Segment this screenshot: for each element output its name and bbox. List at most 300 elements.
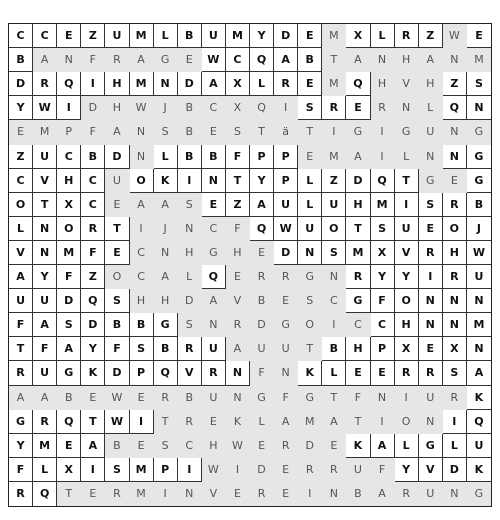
grid-cell[interactable]: L: [250, 72, 274, 96]
grid-cell[interactable]: H: [226, 241, 250, 265]
grid-cell[interactable]: Z: [322, 169, 346, 193]
grid-cell[interactable]: R: [202, 361, 226, 385]
grid-cell[interactable]: H: [57, 169, 81, 193]
grid-cell[interactable]: I: [274, 96, 298, 120]
grid-cell[interactable]: M: [298, 410, 322, 434]
grid-cell[interactable]: R: [298, 458, 322, 482]
grid-cell[interactable]: G: [467, 482, 491, 506]
grid-cell[interactable]: S: [105, 289, 129, 313]
grid-cell[interactable]: I: [81, 72, 105, 96]
grid-cell[interactable]: B: [467, 193, 491, 217]
grid-cell[interactable]: A: [57, 337, 81, 361]
grid-cell[interactable]: D: [298, 434, 322, 458]
grid-cell[interactable]: M: [322, 24, 346, 48]
grid-cell[interactable]: E: [250, 434, 274, 458]
grid-cell[interactable]: B: [250, 289, 274, 313]
grid-cell[interactable]: F: [371, 289, 395, 313]
grid-cell[interactable]: E: [202, 193, 226, 217]
grid-cell[interactable]: Y: [81, 337, 105, 361]
grid-cell[interactable]: G: [9, 410, 33, 434]
grid-cell[interactable]: P: [130, 361, 154, 385]
grid-cell[interactable]: E: [298, 72, 322, 96]
grid-cell[interactable]: U: [298, 217, 322, 241]
grid-cell[interactable]: R: [346, 265, 370, 289]
grid-cell[interactable]: R: [443, 193, 467, 217]
grid-cell[interactable]: N: [371, 386, 395, 410]
grid-cell[interactable]: Q: [250, 48, 274, 72]
grid-cell[interactable]: F: [9, 458, 33, 482]
grid-cell[interactable]: H: [346, 337, 370, 361]
grid-cell[interactable]: U: [395, 217, 419, 241]
grid-cell[interactable]: S: [467, 72, 491, 96]
grid-cell[interactable]: R: [9, 482, 33, 506]
grid-cell[interactable]: M: [322, 72, 346, 96]
grid-cell[interactable]: N: [443, 48, 467, 72]
grid-cell[interactable]: Q: [371, 169, 395, 193]
grid-cell[interactable]: A: [105, 120, 129, 144]
grid-cell[interactable]: Q: [57, 410, 81, 434]
grid-cell[interactable]: F: [81, 48, 105, 72]
grid-cell[interactable]: J: [467, 217, 491, 241]
grid-cell[interactable]: P: [371, 337, 395, 361]
grid-cell[interactable]: T: [81, 410, 105, 434]
grid-cell[interactable]: R: [250, 265, 274, 289]
grid-cell[interactable]: C: [371, 313, 395, 337]
grid-cell[interactable]: S: [443, 361, 467, 385]
grid-cell[interactable]: W: [105, 386, 129, 410]
grid-cell[interactable]: L: [178, 265, 202, 289]
grid-cell[interactable]: Y: [395, 458, 419, 482]
grid-cell[interactable]: F: [33, 337, 57, 361]
grid-cell[interactable]: P: [250, 145, 274, 169]
grid-cell[interactable]: Z: [81, 265, 105, 289]
grid-cell[interactable]: F: [346, 386, 370, 410]
grid-cell[interactable]: D: [57, 289, 81, 313]
grid-cell[interactable]: E: [130, 434, 154, 458]
grid-cell[interactable]: Q: [202, 265, 226, 289]
grid-cell[interactable]: B: [346, 482, 370, 506]
grid-cell[interactable]: S: [322, 241, 346, 265]
grid-cell[interactable]: M: [226, 24, 250, 48]
grid-cell[interactable]: T: [395, 169, 419, 193]
grid-cell[interactable]: I: [322, 120, 346, 144]
grid-cell[interactable]: O: [322, 217, 346, 241]
grid-cell[interactable]: Q: [467, 410, 491, 434]
grid-cell[interactable]: N: [33, 217, 57, 241]
grid-cell[interactable]: B: [130, 313, 154, 337]
grid-cell[interactable]: G: [419, 169, 443, 193]
grid-cell[interactable]: R: [371, 96, 395, 120]
grid-cell[interactable]: E: [274, 482, 298, 506]
grid-cell[interactable]: M: [57, 241, 81, 265]
grid-cell[interactable]: W: [202, 48, 226, 72]
grid-cell[interactable]: W: [443, 24, 467, 48]
grid-cell[interactable]: E: [178, 48, 202, 72]
grid-cell[interactable]: T: [346, 410, 370, 434]
grid-cell[interactable]: V: [178, 361, 202, 385]
grid-cell[interactable]: D: [81, 313, 105, 337]
grid-cell[interactable]: Q: [81, 289, 105, 313]
grid-cell[interactable]: A: [130, 48, 154, 72]
grid-cell[interactable]: B: [178, 145, 202, 169]
grid-cell[interactable]: E: [9, 120, 33, 144]
grid-cell[interactable]: U: [419, 386, 443, 410]
grid-cell[interactable]: B: [202, 145, 226, 169]
grid-cell[interactable]: D: [250, 458, 274, 482]
grid-cell[interactable]: N: [443, 313, 467, 337]
grid-cell[interactable]: I: [154, 482, 178, 506]
grid-cell[interactable]: N: [443, 289, 467, 313]
grid-cell[interactable]: D: [105, 361, 129, 385]
grid-cell[interactable]: T: [250, 120, 274, 144]
grid-cell[interactable]: N: [322, 482, 346, 506]
grid-cell[interactable]: F: [250, 361, 274, 385]
grid-cell[interactable]: I: [395, 386, 419, 410]
grid-cell[interactable]: N: [178, 482, 202, 506]
grid-cell[interactable]: C: [178, 434, 202, 458]
grid-cell[interactable]: I: [371, 410, 395, 434]
grid-cell[interactable]: A: [154, 265, 178, 289]
grid-cell[interactable]: E: [298, 145, 322, 169]
grid-cell[interactable]: W: [130, 96, 154, 120]
grid-cell[interactable]: W: [467, 241, 491, 265]
grid-cell[interactable]: G: [298, 386, 322, 410]
grid-cell[interactable]: U: [202, 24, 226, 48]
grid-cell[interactable]: S: [105, 458, 129, 482]
grid-cell[interactable]: O: [57, 217, 81, 241]
grid-cell[interactable]: N: [419, 289, 443, 313]
grid-cell[interactable]: D: [105, 145, 129, 169]
grid-cell[interactable]: L: [443, 434, 467, 458]
grid-cell[interactable]: N: [419, 410, 443, 434]
grid-cell[interactable]: G: [467, 145, 491, 169]
grid-cell[interactable]: L: [395, 145, 419, 169]
grid-cell[interactable]: G: [419, 434, 443, 458]
grid-cell[interactable]: B: [105, 434, 129, 458]
grid-cell[interactable]: N: [371, 48, 395, 72]
grid-cell[interactable]: F: [81, 241, 105, 265]
grid-cell[interactable]: F: [371, 458, 395, 482]
grid-cell[interactable]: E: [250, 241, 274, 265]
grid-cell[interactable]: I: [130, 410, 154, 434]
grid-cell[interactable]: R: [274, 265, 298, 289]
grid-cell[interactable]: B: [298, 48, 322, 72]
grid-cell[interactable]: I: [419, 265, 443, 289]
grid-cell[interactable]: A: [33, 386, 57, 410]
grid-cell[interactable]: H: [130, 289, 154, 313]
grid-cell[interactable]: R: [274, 434, 298, 458]
grid-cell[interactable]: V: [395, 241, 419, 265]
grid-cell[interactable]: N: [154, 241, 178, 265]
grid-cell[interactable]: X: [395, 337, 419, 361]
grid-cell[interactable]: N: [443, 120, 467, 144]
grid-cell[interactable]: L: [33, 458, 57, 482]
grid-cell[interactable]: E: [443, 169, 467, 193]
grid-cell[interactable]: A: [371, 482, 395, 506]
grid-cell[interactable]: E: [346, 361, 370, 385]
grid-cell[interactable]: G: [154, 313, 178, 337]
grid-cell[interactable]: U: [202, 386, 226, 410]
grid-cell[interactable]: M: [371, 193, 395, 217]
grid-cell[interactable]: W: [33, 96, 57, 120]
grid-cell[interactable]: Z: [419, 24, 443, 48]
grid-cell[interactable]: S: [178, 313, 202, 337]
grid-cell[interactable]: C: [9, 24, 33, 48]
grid-cell[interactable]: A: [130, 193, 154, 217]
grid-cell[interactable]: L: [154, 24, 178, 48]
grid-cell[interactable]: T: [154, 410, 178, 434]
grid-cell[interactable]: M: [33, 434, 57, 458]
grid-cell[interactable]: U: [202, 337, 226, 361]
grid-cell[interactable]: S: [298, 289, 322, 313]
grid-cell[interactable]: E: [226, 265, 250, 289]
grid-cell[interactable]: K: [154, 169, 178, 193]
grid-cell[interactable]: L: [298, 169, 322, 193]
grid-cell[interactable]: N: [130, 145, 154, 169]
grid-cell[interactable]: N: [322, 265, 346, 289]
grid-cell[interactable]: N: [154, 72, 178, 96]
grid-cell[interactable]: R: [81, 217, 105, 241]
grid-cell[interactable]: I: [130, 217, 154, 241]
grid-cell[interactable]: U: [419, 120, 443, 144]
grid-cell[interactable]: H: [178, 241, 202, 265]
grid-cell[interactable]: C: [57, 145, 81, 169]
grid-cell[interactable]: R: [419, 361, 443, 385]
grid-cell[interactable]: F: [274, 386, 298, 410]
grid-cell[interactable]: R: [395, 361, 419, 385]
grid-cell[interactable]: R: [105, 482, 129, 506]
grid-cell[interactable]: R: [419, 241, 443, 265]
grid-cell[interactable]: A: [33, 313, 57, 337]
grid-cell[interactable]: R: [226, 313, 250, 337]
grid-cell[interactable]: A: [274, 410, 298, 434]
grid-cell[interactable]: L: [419, 96, 443, 120]
grid-cell[interactable]: ä: [274, 120, 298, 144]
grid-cell[interactable]: N: [395, 96, 419, 120]
grid-cell[interactable]: G: [346, 120, 370, 144]
grid-cell[interactable]: E: [371, 361, 395, 385]
grid-cell[interactable]: D: [9, 72, 33, 96]
grid-cell[interactable]: U: [274, 193, 298, 217]
grid-cell[interactable]: T: [105, 217, 129, 241]
grid-cell[interactable]: L: [154, 145, 178, 169]
grid-cell[interactable]: M: [467, 48, 491, 72]
grid-cell[interactable]: U: [467, 265, 491, 289]
grid-cell[interactable]: Q: [33, 482, 57, 506]
grid-cell[interactable]: V: [202, 482, 226, 506]
grid-cell[interactable]: N: [226, 386, 250, 410]
grid-cell[interactable]: K: [81, 361, 105, 385]
grid-cell[interactable]: O: [130, 169, 154, 193]
grid-cell[interactable]: H: [371, 72, 395, 96]
grid-cell[interactable]: O: [443, 217, 467, 241]
grid-cell[interactable]: S: [154, 434, 178, 458]
grid-cell[interactable]: T: [346, 217, 370, 241]
grid-cell[interactable]: G: [154, 48, 178, 72]
grid-cell[interactable]: I: [395, 193, 419, 217]
grid-cell[interactable]: T: [322, 386, 346, 410]
grid-cell[interactable]: A: [274, 48, 298, 72]
grid-cell[interactable]: J: [154, 96, 178, 120]
grid-cell[interactable]: S: [130, 337, 154, 361]
grid-cell[interactable]: M: [322, 145, 346, 169]
grid-cell[interactable]: S: [154, 120, 178, 144]
grid-cell[interactable]: X: [226, 72, 250, 96]
grid-cell[interactable]: U: [33, 145, 57, 169]
grid-cell[interactable]: C: [226, 48, 250, 72]
grid-cell[interactable]: I: [178, 169, 202, 193]
grid-cell[interactable]: B: [105, 313, 129, 337]
grid-cell[interactable]: I: [322, 313, 346, 337]
grid-cell[interactable]: U: [9, 289, 33, 313]
grid-cell[interactable]: S: [298, 96, 322, 120]
grid-cell[interactable]: N: [419, 145, 443, 169]
grid-cell[interactable]: K: [467, 386, 491, 410]
grid-cell[interactable]: A: [371, 434, 395, 458]
grid-cell[interactable]: M: [33, 120, 57, 144]
grid-cell[interactable]: V: [395, 72, 419, 96]
grid-cell[interactable]: G: [467, 169, 491, 193]
grid-cell[interactable]: A: [9, 265, 33, 289]
grid-cell[interactable]: D: [274, 241, 298, 265]
grid-cell[interactable]: T: [57, 482, 81, 506]
grid-cell[interactable]: Q: [250, 96, 274, 120]
grid-cell[interactable]: N: [57, 48, 81, 72]
grid-cell[interactable]: Y: [395, 265, 419, 289]
grid-cell[interactable]: W: [274, 217, 298, 241]
grid-cell[interactable]: E: [202, 410, 226, 434]
grid-cell[interactable]: Q: [346, 72, 370, 96]
grid-cell[interactable]: N: [202, 169, 226, 193]
grid-cell[interactable]: R: [178, 410, 202, 434]
grid-cell[interactable]: R: [395, 482, 419, 506]
grid-cell[interactable]: Z: [81, 24, 105, 48]
grid-cell[interactable]: G: [346, 289, 370, 313]
grid-cell[interactable]: U: [105, 169, 129, 193]
grid-cell[interactable]: T: [226, 169, 250, 193]
grid-cell[interactable]: H: [346, 193, 370, 217]
grid-cell[interactable]: A: [250, 193, 274, 217]
grid-cell[interactable]: T: [9, 337, 33, 361]
grid-cell[interactable]: P: [274, 169, 298, 193]
grid-cell[interactable]: T: [322, 48, 346, 72]
grid-cell[interactable]: R: [154, 386, 178, 410]
grid-cell[interactable]: E: [467, 24, 491, 48]
grid-cell[interactable]: H: [419, 72, 443, 96]
grid-cell[interactable]: C: [202, 96, 226, 120]
grid-cell[interactable]: E: [81, 386, 105, 410]
grid-cell[interactable]: C: [202, 217, 226, 241]
grid-cell[interactable]: Q: [250, 217, 274, 241]
grid-cell[interactable]: N: [467, 96, 491, 120]
grid-cell[interactable]: R: [322, 96, 346, 120]
grid-cell[interactable]: L: [395, 434, 419, 458]
grid-cell[interactable]: X: [57, 458, 81, 482]
grid-cell[interactable]: H: [395, 48, 419, 72]
grid-cell[interactable]: N: [130, 120, 154, 144]
grid-cell[interactable]: I: [298, 482, 322, 506]
grid-cell[interactable]: R: [322, 458, 346, 482]
grid-cell[interactable]: V: [9, 241, 33, 265]
grid-cell[interactable]: F: [105, 337, 129, 361]
grid-cell[interactable]: U: [322, 193, 346, 217]
grid-cell[interactable]: B: [178, 386, 202, 410]
grid-cell[interactable]: N: [202, 313, 226, 337]
grid-cell[interactable]: I: [57, 96, 81, 120]
grid-cell[interactable]: C: [33, 24, 57, 48]
grid-cell[interactable]: G: [467, 120, 491, 144]
grid-cell[interactable]: L: [250, 410, 274, 434]
grid-cell[interactable]: F: [81, 120, 105, 144]
grid-cell[interactable]: C: [9, 169, 33, 193]
grid-cell[interactable]: E: [81, 482, 105, 506]
grid-cell[interactable]: S: [226, 120, 250, 144]
grid-cell[interactable]: B: [178, 120, 202, 144]
grid-cell[interactable]: D: [81, 96, 105, 120]
grid-cell[interactable]: I: [178, 458, 202, 482]
grid-cell[interactable]: U: [419, 482, 443, 506]
grid-cell[interactable]: M: [130, 24, 154, 48]
grid-cell[interactable]: K: [226, 410, 250, 434]
grid-cell[interactable]: I: [371, 120, 395, 144]
grid-cell[interactable]: E: [130, 386, 154, 410]
grid-cell[interactable]: R: [33, 72, 57, 96]
grid-cell[interactable]: A: [419, 48, 443, 72]
grid-cell[interactable]: R: [178, 337, 202, 361]
grid-cell[interactable]: O: [105, 265, 129, 289]
grid-cell[interactable]: S: [419, 193, 443, 217]
grid-cell[interactable]: X: [371, 241, 395, 265]
grid-cell[interactable]: E: [346, 96, 370, 120]
grid-cell[interactable]: A: [154, 193, 178, 217]
grid-cell[interactable]: B: [178, 96, 202, 120]
grid-cell[interactable]: Y: [9, 96, 33, 120]
grid-cell[interactable]: A: [202, 72, 226, 96]
grid-cell[interactable]: E: [419, 337, 443, 361]
grid-cell[interactable]: C: [130, 265, 154, 289]
grid-cell[interactable]: N: [419, 313, 443, 337]
grid-cell[interactable]: X: [346, 24, 370, 48]
grid-cell[interactable]: O: [9, 193, 33, 217]
grid-cell[interactable]: M: [346, 241, 370, 265]
grid-cell[interactable]: T: [33, 193, 57, 217]
grid-cell[interactable]: L: [9, 217, 33, 241]
grid-cell[interactable]: Q: [57, 72, 81, 96]
grid-cell[interactable]: R: [105, 48, 129, 72]
grid-cell[interactable]: N: [298, 241, 322, 265]
grid-cell[interactable]: R: [443, 386, 467, 410]
grid-cell[interactable]: O: [395, 410, 419, 434]
grid-cell[interactable]: C: [346, 313, 370, 337]
grid-cell[interactable]: A: [81, 434, 105, 458]
grid-cell[interactable]: D: [178, 72, 202, 96]
grid-cell[interactable]: L: [298, 193, 322, 217]
grid-cell[interactable]: E: [274, 289, 298, 313]
grid-cell[interactable]: A: [9, 386, 33, 410]
grid-cell[interactable]: U: [33, 289, 57, 313]
grid-cell[interactable]: R: [33, 410, 57, 434]
grid-cell[interactable]: P: [154, 458, 178, 482]
grid-cell[interactable]: M: [467, 313, 491, 337]
grid-cell[interactable]: P: [274, 145, 298, 169]
grid-cell[interactable]: A: [346, 48, 370, 72]
grid-cell[interactable]: S: [371, 217, 395, 241]
grid-cell[interactable]: Q: [154, 361, 178, 385]
grid-cell[interactable]: O: [298, 313, 322, 337]
grid-cell[interactable]: U: [105, 24, 129, 48]
grid-cell[interactable]: A: [202, 289, 226, 313]
grid-cell[interactable]: V: [419, 458, 443, 482]
